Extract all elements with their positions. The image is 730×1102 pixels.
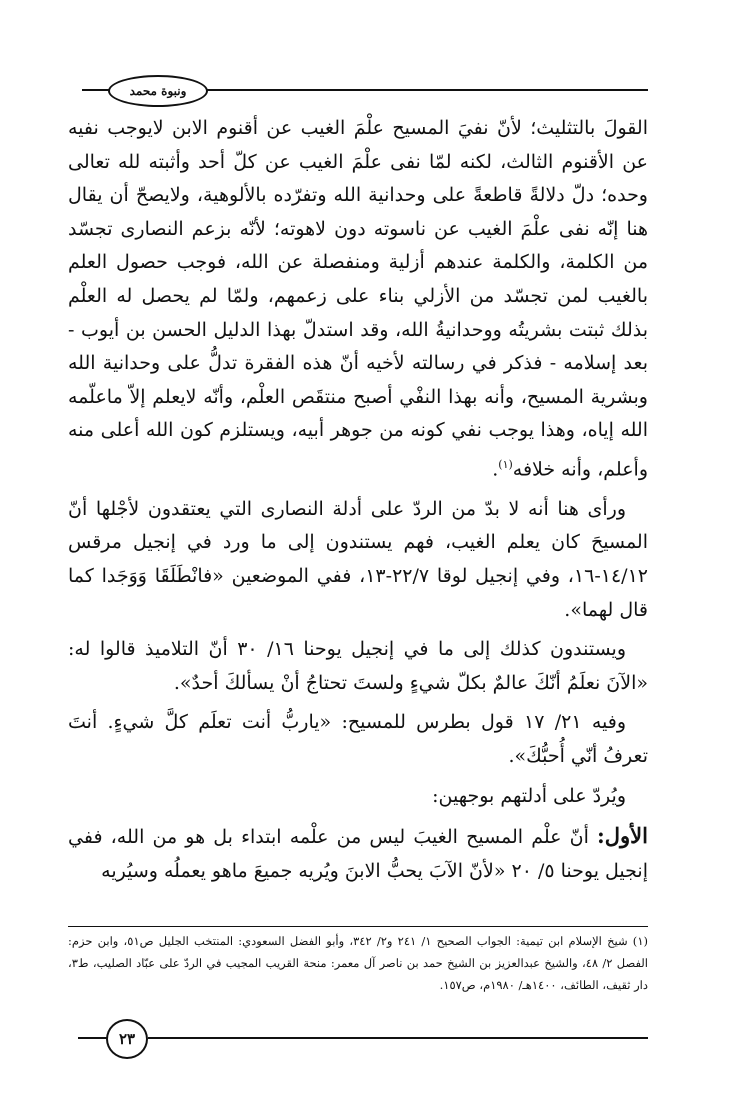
paragraph-4: وفيه ٢١/ ١٧ قول بطرس للمسيح: «ياربُّ أنت تعلَم كلَّ شيءٍ. أنتَ تعرفُ أنّي أُحبُّكَ». <box>68 711 648 768</box>
footnote-marker: (١) <box>498 457 513 471</box>
paragraph-3: ويستندون كذلك إلى ما في إنجيل يوحنا ١٦/ ٣٠ أنّ التلاميذ قالوا له: «الآنَ نعلَمُ أنّكَ عالمٌ بكلّ شيءٍ ولستَ تحتاجُ أنْ يسألكَ أحدٌ». <box>68 638 648 694</box>
footer-rule <box>148 1037 648 1039</box>
running-title: ونبوة محمد <box>108 75 208 107</box>
point-one-label: الأول: <box>597 823 648 849</box>
main-text <box>68 112 648 888</box>
page-number: ٢٣ <box>106 1019 148 1059</box>
footnote-divider <box>68 926 648 927</box>
paragraph-1 <box>68 112 648 487</box>
header-rule <box>200 89 648 91</box>
paragraph-5: ويُردّ على أدلتهم بوجهين: <box>432 784 626 807</box>
paragraph-6-text: أنّ علْم المسيح الغيبَ ليس من علْمه ابتداء بل هو من الله، ففي إنجيل يوحنا ٥/ ٢٠ «لأنّ الآبَ يحبُّ الابنَ ويُريه جميعَ ماهو يعملُه وسيُريه <box>68 826 648 882</box>
paragraph-1-end: . <box>492 458 499 481</box>
paragraph-1-text: القولَ بالتثليث؛ لأنّ نفيَ المسيح علْمَ الغيب عن أقنوم الابن لايوجب نفيه عن الأقنوم الثالث، لكنه لمّا نفى علْمَ الغيب عن كلّ أحد وأثبته لله تعالى وحده؛ دلّ دلالةً قاطعةً على وحدانية الله وتفرّده بالألوهية، ولايصحّ أن يقال هنا إنّه نفى علْمَ الغيب عن ناسوته دون لاهوته؛ لأنّه بزعم النصارى تجسّد من الكلمة، والكلمة عندهم أزلية ومنفصلة عن الله، فوجب حصول العلم بالغيب لمن تجسّد من الأزلي بناء على زعمهم، ولمّا لم يحصل له العلْم بذلك ثبتت بشريتُه ووحدانيةُ الله، وقد استدلّ بهذا الدليل الحسن بن أيوب - بعد إسلامه - فذكر في رسالته لأخيه أنّ هذه الفقرة تدلُّ على وحدانية الله وبشرية المسيح، وأنه بهذا النفْي أصبح منتقَص العلْم، وأنّه لايعلم إلاّ ماعلّمه الله إياه، وهذا يوجب نفي كونه من جوهر أبيه، ويستلزم كون الله أعلى منه وأعلم، وأنه خلافه <box>68 117 648 481</box>
paragraph-6 <box>68 819 648 888</box>
footnote: (١) شيخ الإسلام ابن تيمية: الجواب الصحيح ١/ ٢٤١ و٢/ ٣٤٢، وأبو الفضل السعودي: المنتخب الجليل ص٥١، وابن حزم: الفصل ٢/ ٤٨، والشيخ عبدالعزيز بن الشيخ حمد بن ناصر آل معمر: منحة القريب المجيب في الردّ على عبّاد الصليب، ط٣، دار ثقيف، الطائف، ١٤٠٠هـ/ ١٩٨٠م، ص١٥٧. <box>68 934 648 992</box>
paragraph-2: ورأى هنا أنه لا بدّ من الردّ على أدلة النصارى التي يعتقدون لأجْلها أنّ المسيحَ كان يعلم الغيب، فهم يستندون إلى ما ورد في إنجيل مرقس ١٤/١٢-١٦، وفي إنجيل لوقا ٢٢/٧-١٣، ففي الموضعين «فانْطَلَقَا وَوَجَدا كما قال لهما». <box>68 497 648 621</box>
